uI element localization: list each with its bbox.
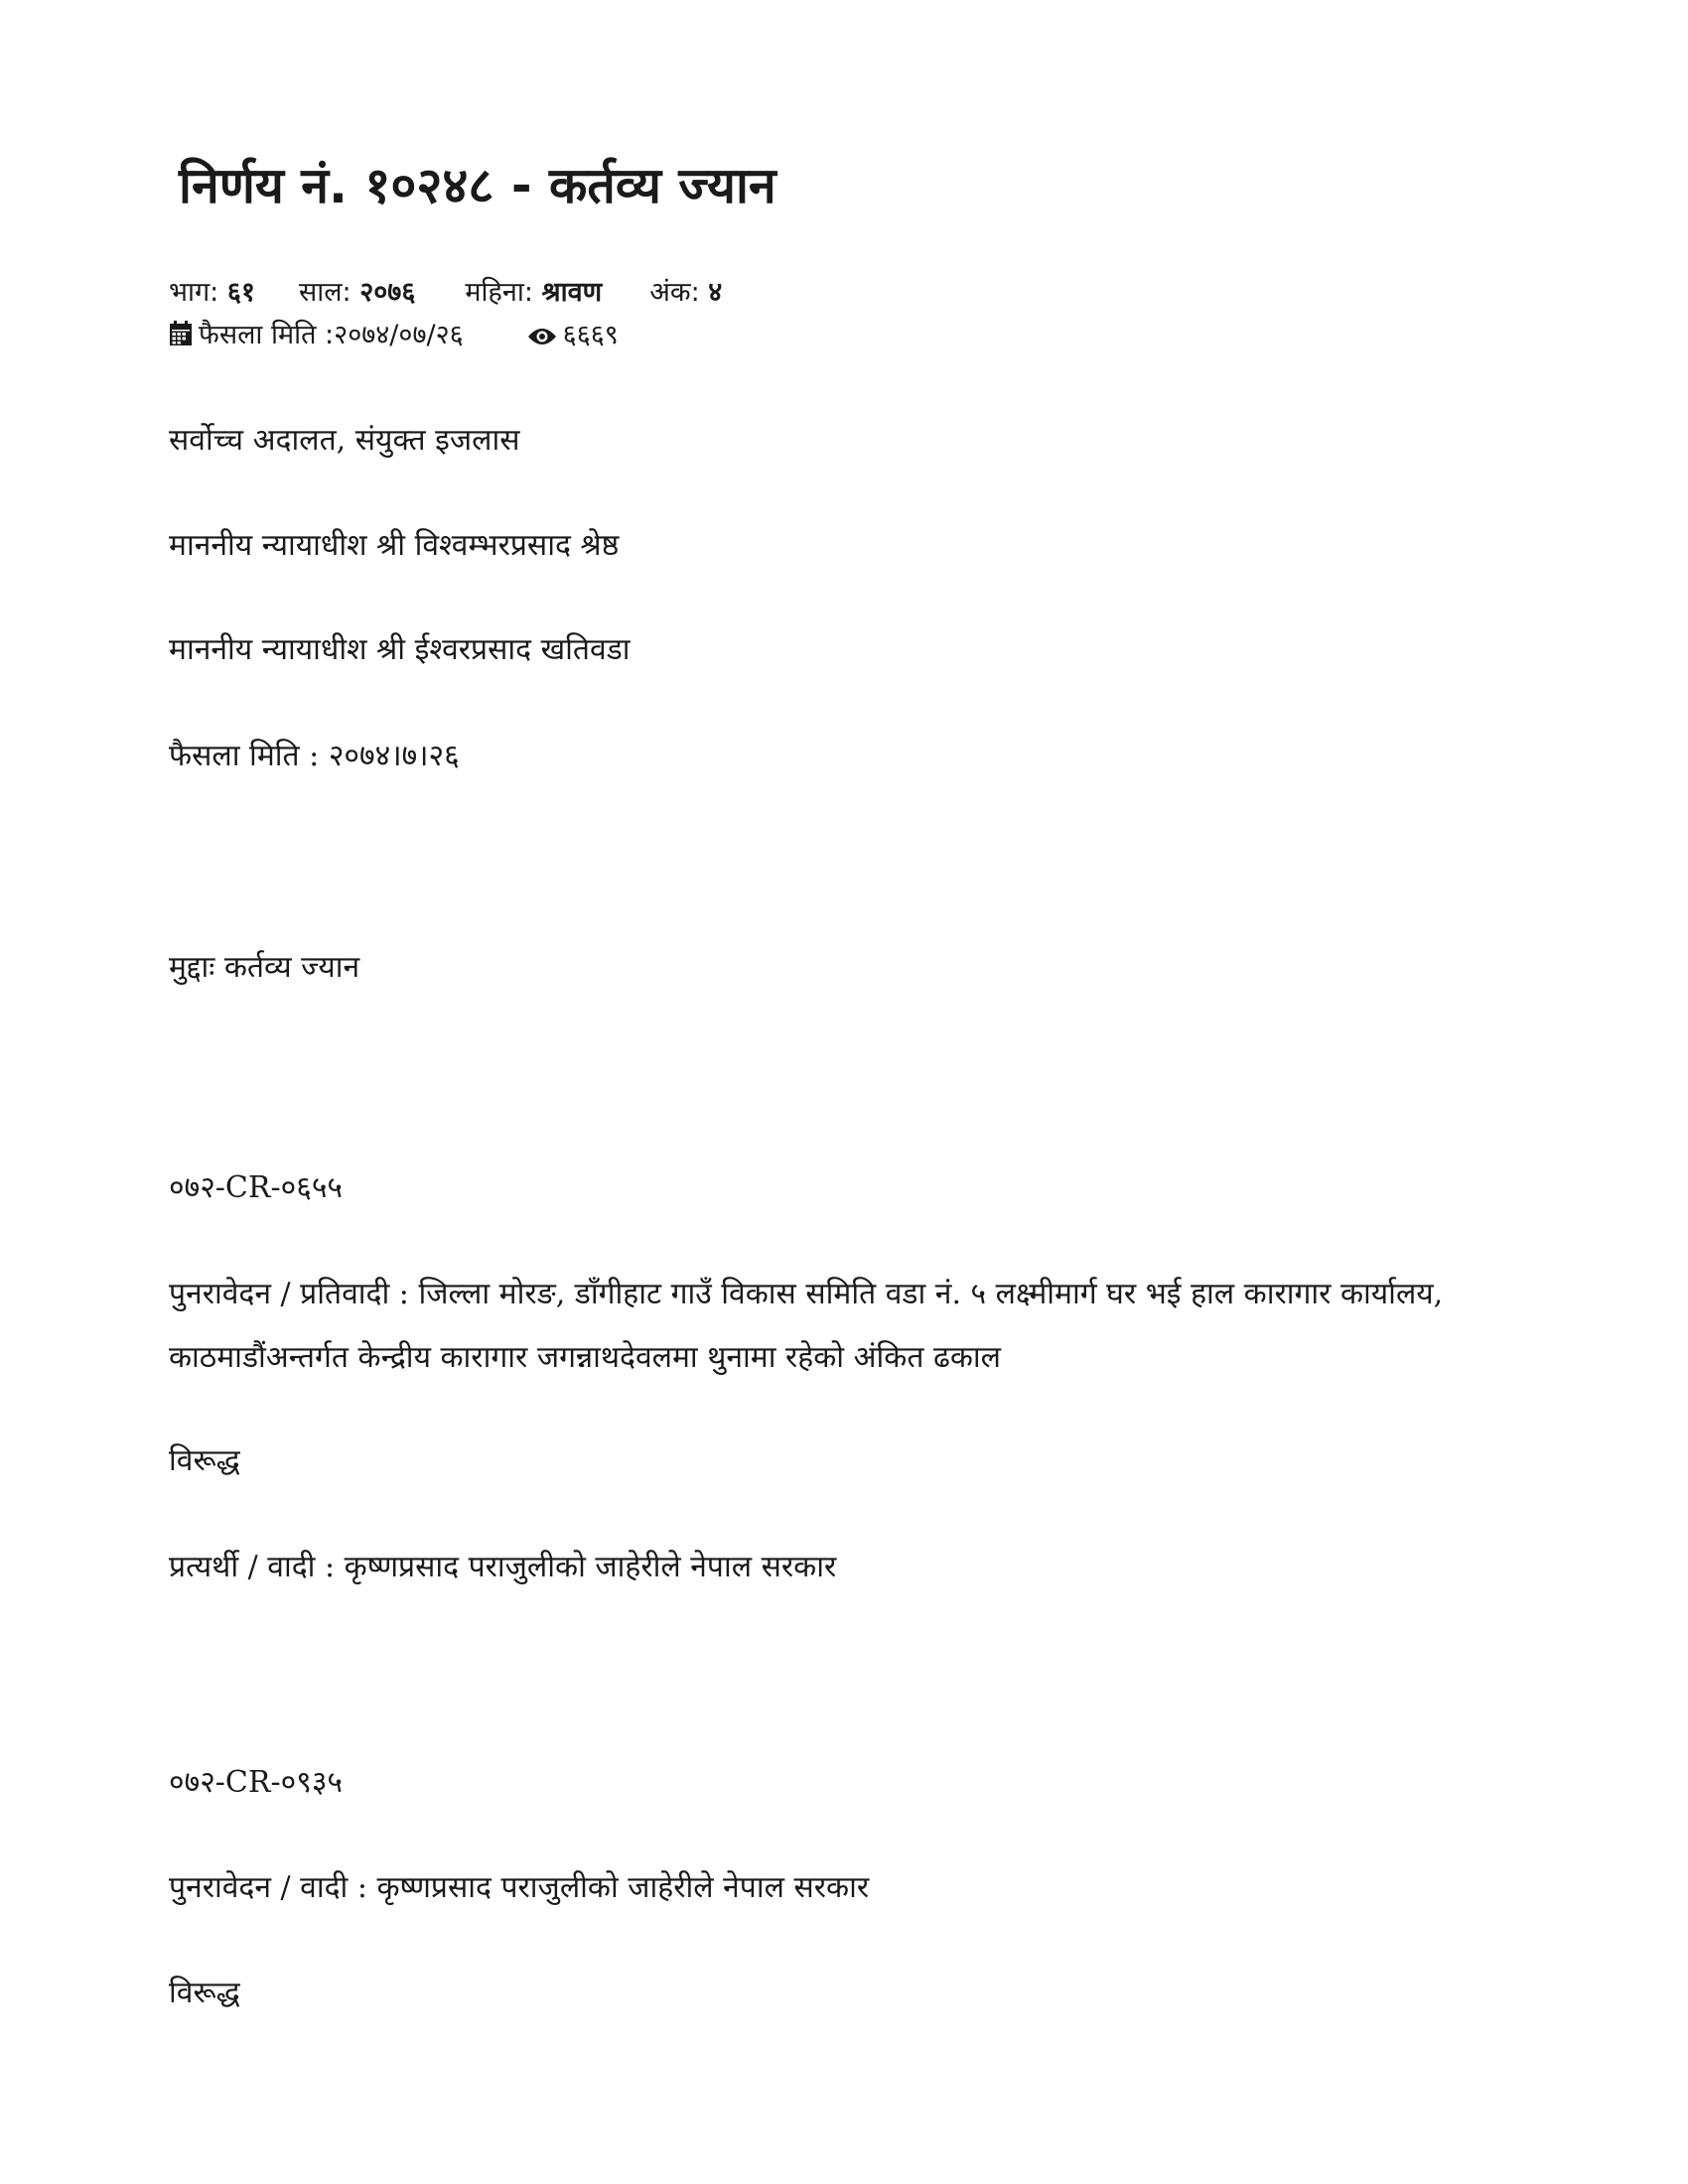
decision-meta — [169, 320, 619, 354]
bhag-value: ६१ — [226, 277, 255, 308]
mahina-value: श्रावण — [541, 277, 603, 308]
court-name: सर्वोच्च अदालत, संयुक्त इजलास — [169, 423, 520, 458]
judge-1: माननीय न्यायाधीश श्री विश्वम्भरप्रसाद श्रेष्ठ — [169, 528, 620, 563]
view-count-value: ६६६९ — [562, 320, 619, 350]
anka-field — [649, 277, 722, 309]
view-count — [527, 320, 619, 354]
judge-2: माननीय न्यायाधीश श्री ईश्वरप्रसाद खतिवडा — [169, 632, 631, 667]
decision-date-field — [169, 320, 464, 354]
decision-date: फैसला मिति : २०७४।७।२६ — [169, 739, 460, 773]
case-number-2: ०७२-CR-०९३५ — [169, 1765, 344, 1800]
page-title: निर्णय नं. १०२४८ - कर्तव्य ज्यान — [179, 157, 776, 214]
saal-value: २०७६ — [359, 277, 416, 308]
bhag-field — [169, 277, 255, 309]
case-number-1: ०७२-CR-०६५५ — [169, 1170, 344, 1205]
decision-date-text: फैसला मिति :२०७४/०७/२६ — [199, 320, 464, 350]
case-1-respondent: प्रत्यर्थी / वादी : कृष्णप्रसाद पराजुलीको जाहेरीले नेपाल सरकार — [169, 1550, 837, 1584]
saal-field — [299, 277, 415, 309]
case-subject: मुद्दाः कर्तव्य ज्यान — [169, 950, 360, 985]
calendar-icon — [169, 321, 193, 354]
publication-meta — [169, 277, 722, 309]
case-1-appellant: पुनरावेदन / प्रतिवादी : जिल्ला मोरङ, डाँगीहाट गाउँ विकास समिति वडा नं. ५ लक्ष्मीमार्ग घर भई हाल कारागार कार्यालय, काठमाडौंअन्तर्गत केन्द्रीय कारागार जगन्नाथदेवलमा थुनामा रहेको अंकित ढकाल — [169, 1277, 1444, 1375]
mahina-field — [465, 277, 602, 309]
anka-value: ४ — [708, 277, 723, 308]
anka-label: अंक: — [649, 277, 700, 308]
bhag-label: भाग: — [169, 277, 219, 308]
versus-1: विरूद्ध — [169, 1443, 240, 1478]
saal-label: साल: — [298, 277, 352, 308]
eye-icon — [527, 323, 557, 354]
case-2-appellant: पुनरावेदन / वादी : कृष्णप्रसाद पराजुलीको जाहेरीले नेपाल सरकार — [169, 1870, 870, 1905]
versus-2: विरूद्ध — [169, 1976, 240, 2010]
mahina-label: महिना: — [465, 277, 533, 308]
